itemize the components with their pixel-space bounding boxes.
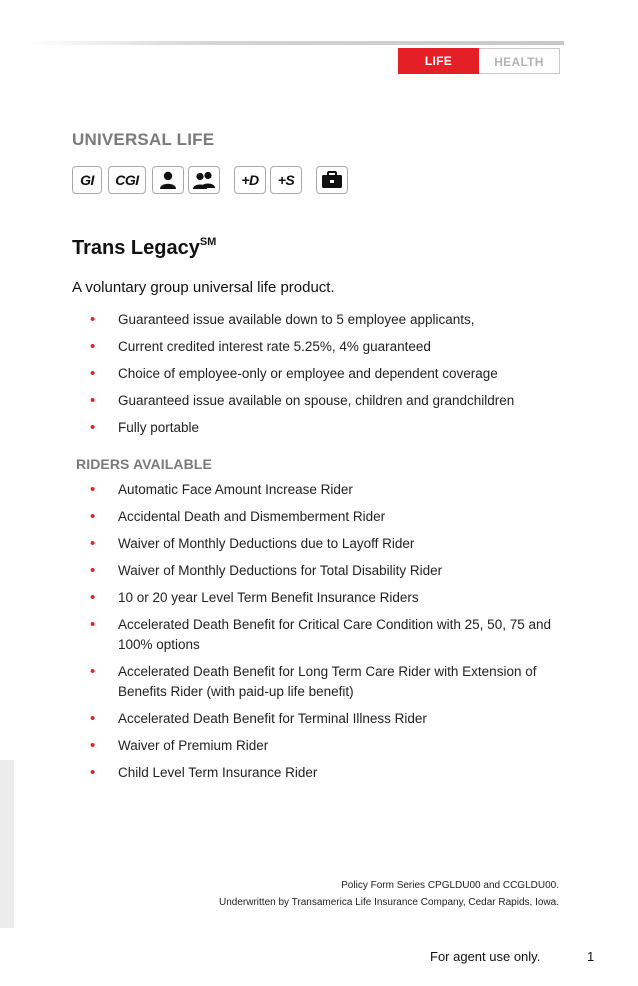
list-item: • Waiver of Monthly Deductions for Total Disability Rider <box>90 561 560 581</box>
product-subtitle: A voluntary group universal life product. <box>72 279 335 296</box>
briefcase-icon <box>316 166 348 194</box>
section-title: UNIVERSAL LIFE <box>72 130 215 149</box>
two-people-icon <box>188 166 220 194</box>
list-item: • Guaranteed issue available on spouse, children and grandchildren <box>90 391 560 411</box>
plus-d-label: +D <box>241 172 259 188</box>
cgi-badge-label: CGI <box>115 172 139 188</box>
list-item: • Fully portable <box>90 418 560 438</box>
list-item: • Waiver of Premium Rider <box>90 736 560 756</box>
plus-s-badge-icon <box>270 166 302 194</box>
gi-badge-label: GI <box>80 172 94 188</box>
plus-s-label: +S <box>277 172 295 188</box>
list-item: • Child Level Term Insurance Rider <box>90 763 560 783</box>
list-item: • Accelerated Death Benefit for Terminal Illness Rider <box>90 709 560 729</box>
service-mark: SM <box>199 236 217 249</box>
riders-list <box>90 480 560 790</box>
single-person-icon <box>152 166 184 194</box>
list-item: • 10 or 20 year Level Term Benefit Insurance Riders <box>90 588 560 608</box>
riders-heading: RIDERS AVAILABLE <box>76 456 212 472</box>
list-item: • Automatic Face Amount Increase Rider <box>90 480 560 500</box>
page-number: 1 <box>587 949 595 964</box>
list-item: • Guaranteed issue available down to 5 employee applicants, <box>90 310 560 330</box>
left-edge-tab <box>0 760 14 928</box>
list-item: • Accelerated Death Benefit for Long Term Care Rider with Extension of Benefits Rider (with paid-up life benefit) <box>90 662 560 702</box>
list-item: • Accidental Death and Dismemberment Rider <box>90 507 560 527</box>
list-item: • Waiver of Monthly Deductions due to Layoff Rider <box>90 534 560 554</box>
underwriter-note: Underwritten by Transamerica Life Insurance Company, Cedar Rapids, Iowa. <box>219 897 559 908</box>
feature-list <box>90 310 560 445</box>
list-item: • Current credited interest rate 5.25%, 4% guaranteed <box>90 337 560 357</box>
agent-use-note: For agent use only. <box>430 949 541 964</box>
plus-d-badge-icon <box>234 166 266 194</box>
cgi-badge-icon <box>108 166 146 194</box>
list-item: • Accelerated Death Benefit for Critical Care Condition with 25, 50, 75 and 100% options <box>90 615 560 655</box>
product-name: Trans Legacy <box>72 237 200 259</box>
gi-badge-icon <box>72 166 102 194</box>
header-rule <box>26 41 564 45</box>
policy-form-note: Policy Form Series CPGLDU00 and CCGLDU00. <box>341 880 559 891</box>
list-item: • Choice of employee-only or employee and dependent coverage <box>90 364 560 384</box>
product-title <box>72 237 216 260</box>
tab-health[interactable]: HEALTH <box>479 48 560 74</box>
category-tabs <box>398 48 560 74</box>
tab-life[interactable]: LIFE <box>398 48 479 74</box>
